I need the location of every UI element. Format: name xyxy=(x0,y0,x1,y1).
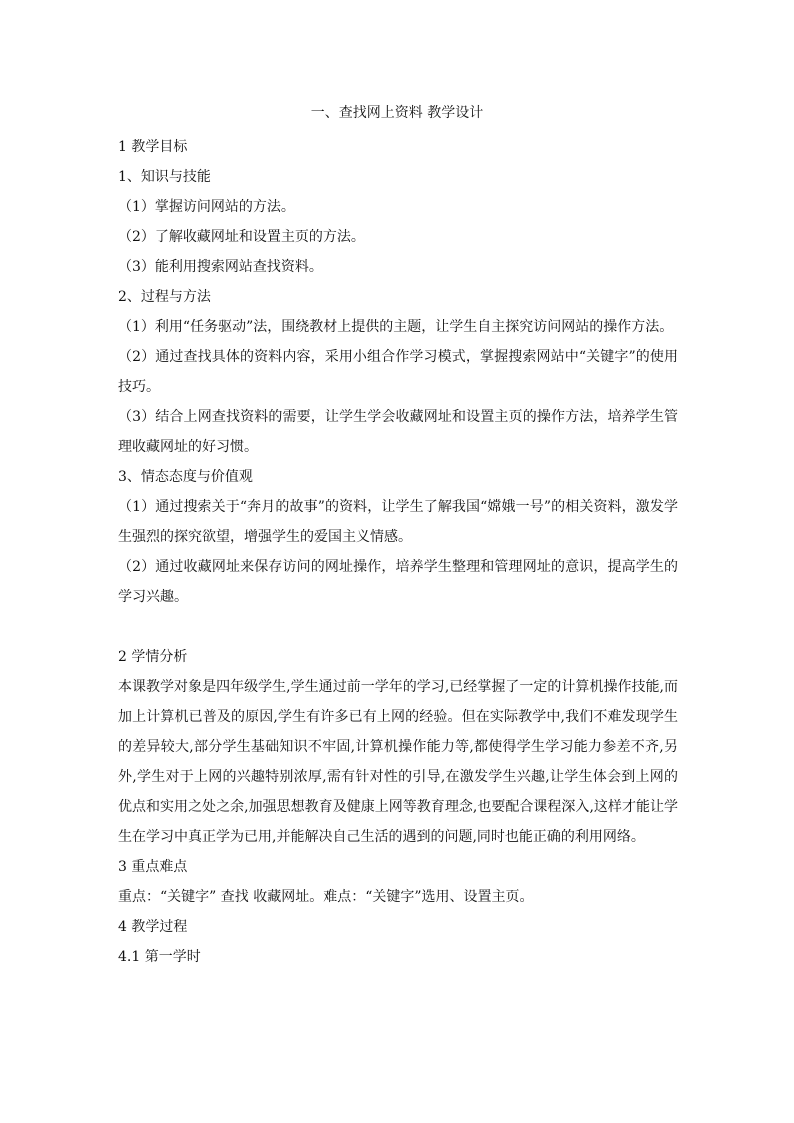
list-item: （2）了解收藏网址和设置主页的方法。 xyxy=(118,229,365,245)
list-item: （3）能利用搜索网站查找资料。 xyxy=(118,259,323,275)
subheading-process-methods: 2、过程与方法 xyxy=(118,289,211,305)
section-heading-key-points: 3 重点难点 xyxy=(118,859,188,875)
spacer xyxy=(118,612,678,642)
list-item: （1）利用“任务驱动”法，围绕教材上提供的主题，让学生自主探究访问网站的操作方法。 xyxy=(118,319,674,335)
section-heading-analysis: 2 学情分析 xyxy=(118,649,188,665)
list-item: （1）通过搜索关于“奔月的故事”的资料，让学生了解我国“嫦娥一号”的相关资料，激发学生强烈的探究欲望，增强学生的爱国主义情感。 xyxy=(118,499,678,545)
key-points-text: 重点：“关键字” 查找 收藏网址。难点：“关键字”选用、设置主页。 xyxy=(118,889,534,905)
subheading-first-lesson: 4.1 第一学时 xyxy=(118,949,201,965)
document-body xyxy=(118,132,678,972)
list-item: （2）通过查找具体的资料内容，采用小组合作学习模式，掌握搜索网站中“关键字”的使用技巧。 xyxy=(118,349,678,395)
analysis-paragraph: 本课教学对象是四年级学生,学生通过前一学年的学习,已经掌握了一定的计算机操作技能,而加上计算机已普及的原因,学生有许多已有上网的经验。但在实际教学中,我们不难发现学生的差异较大,部分学生基础知识不牢固,计算机操作能力等,都使得学生学习能力参差不齐,另外,学生对于上网的兴趣特别浓厚,需有针对性的引导,在激发学生兴趣,让学生体会到上网的优点和实用之处之余,加强思想教育及健康上网等教育理念,也要配合课程深入,这样才能让学生在学习中真正学为已用,并能解决自己生活的遇到的问题,同时也能正确的利用网络。 xyxy=(118,679,678,845)
document-title: 一、查找网上资料 教学设计 xyxy=(310,105,484,121)
section-heading-objectives: 1 教学目标 xyxy=(118,139,188,155)
section-heading-process: 4 教学过程 xyxy=(118,919,188,935)
list-item: （1）掌握访问网站的方法。 xyxy=(118,199,295,215)
subheading-knowledge-skills: 1、知识与技能 xyxy=(118,169,211,185)
list-item: （2）通过收藏网址来保存访问的网址操作，培养学生整理和管理网址的意识，提高学生的学习兴趣。 xyxy=(118,559,678,605)
list-item: （3）结合上网查找资料的需要，让学生学会收藏网址和设置主页的操作方法，培养学生管理收藏网址的好习惯。 xyxy=(118,409,678,455)
subheading-attitude-values: 3、情态态度与价值观 xyxy=(118,469,253,485)
